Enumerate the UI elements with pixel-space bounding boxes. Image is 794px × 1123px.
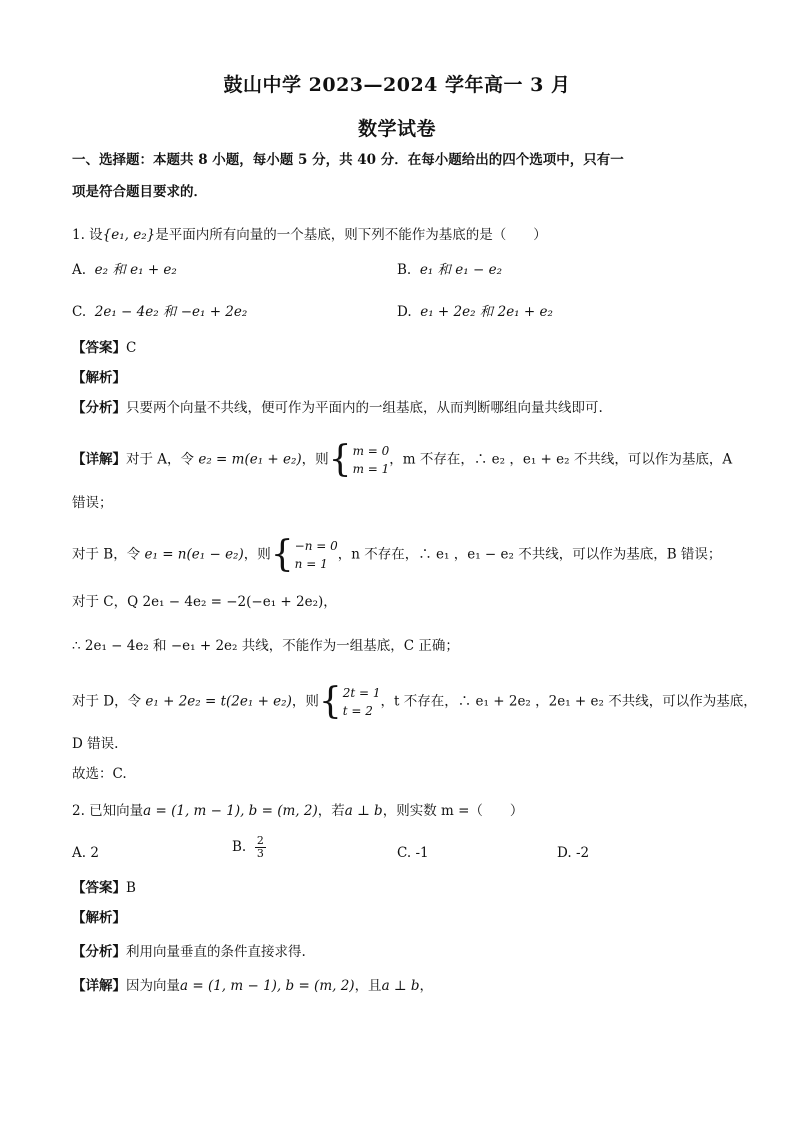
option-text: 2e₁ − 4e₂ 和 −e₁ + 2e₂	[94, 304, 248, 320]
q2-stem-vec: a = (1, m − 1), b = (m, 2)	[143, 803, 318, 819]
option-label: A.	[72, 262, 87, 278]
q2-stem-pre: 2. 已知向量	[72, 803, 144, 819]
detail-tag: 【详解】	[72, 978, 126, 994]
answer-value: B	[126, 880, 136, 896]
detail-a-then: ，则	[301, 451, 329, 468]
detail-a-post: ，m 不存在，∴ e₂ ，e₁ + e₂ 不共线，可以作为基底，A	[389, 451, 733, 468]
q1-conclusion: 故选：C.	[72, 766, 127, 782]
detail-mid: ，且	[354, 978, 382, 994]
option-text: -1	[415, 845, 429, 861]
sys-line: 2t = 1	[342, 686, 381, 700]
equation-system	[295, 537, 338, 573]
detail-pre: 因为向量	[126, 978, 180, 994]
option-label: B.	[232, 839, 247, 855]
q2-stem-cond: a ⊥ b	[344, 803, 383, 819]
section-heading-cont: 项是符合题目要求的．	[72, 184, 207, 200]
brace: {	[328, 439, 352, 480]
q1-stem	[72, 225, 547, 245]
detail-b-then: ，则	[243, 546, 271, 563]
q2-option-d[interactable]	[557, 843, 589, 863]
option-text: e₁ + 2e₂ 和 2e₁ + e₂	[420, 304, 553, 320]
q1-detail-c2: ∴ 2e₁ − 4e₂ 和 −e₁ + 2e₂ 共线，不能作为一组基底，C 正确；	[72, 638, 459, 654]
q2-stem-mid: ，若	[317, 803, 345, 819]
q1-stem-suffix: 是平面内所有向量的一个基底，则下列不能作为基底的是（ ）	[155, 227, 547, 243]
q1-option-a[interactable]	[72, 260, 177, 280]
q1-detail-a-cont: 错误；	[72, 495, 113, 511]
q1-fenxi	[72, 398, 603, 418]
option-label: B.	[397, 262, 412, 278]
detail-d-eq: e₁ + 2e₂ = t(2e₁ + e₂)	[145, 693, 292, 710]
q2-detail	[72, 976, 433, 996]
option-text: -2	[575, 845, 590, 861]
brace: {	[318, 681, 342, 722]
q2-answer	[72, 878, 136, 898]
option-label: D.	[557, 845, 572, 861]
detail-d-post: ，t 不存在，∴ e₁ + 2e₂ ，2e₁ + e₂ 不共线，可以作为基底，	[380, 693, 757, 710]
sys-line: −n = 0	[294, 539, 338, 553]
sys-line: n = 1	[294, 557, 328, 571]
detail-b-eq: e₁ = n(e₁ − e₂)	[144, 546, 244, 563]
detail-post: ，	[419, 978, 434, 994]
detail-d-pre: 对于 D，令	[72, 693, 142, 710]
answer-tag: 【答案】	[72, 340, 126, 356]
equation-system	[353, 442, 390, 478]
q1-stem-prefix: 1. 设	[72, 227, 103, 243]
option-label: A.	[72, 845, 87, 861]
sys-line: m = 0	[352, 444, 390, 458]
q1-detail-d	[72, 681, 757, 722]
detail-vec: a = (1, m − 1), b = (m, 2)	[180, 978, 355, 994]
option-label: C.	[72, 304, 87, 320]
answer-value: C	[126, 340, 137, 356]
sys-line: t = 2	[342, 704, 373, 718]
detail-d-then: ，则	[291, 693, 319, 710]
fraction-numerator: 2	[256, 834, 264, 847]
detail-a-pre: 对于 A，令	[126, 451, 195, 468]
q2-option-b[interactable]	[232, 835, 266, 860]
sys-line: m = 1	[352, 462, 390, 476]
q1-answer	[72, 338, 136, 358]
option-text: 2	[90, 845, 99, 861]
fenxi-tag: 【分析】	[72, 400, 126, 416]
brace: {	[270, 534, 294, 575]
section-heading: 一、选择题：本题共 8 小题，每小题 5 分，共 40 分．在每小题给出的四个选项中，只有一	[72, 152, 624, 168]
page-title: 鼓山中学 2023—2024 学年高一 3 月	[223, 74, 571, 96]
fenxi-text: 只要两个向量不共线，便可作为平面内的一组基底，从而判断哪组向量共线即可.	[126, 400, 603, 416]
detail-b-post: ，n 不存在，∴ e₁ ，e₁ − e₂ 不共线，可以作为基底，B 错误；	[337, 546, 722, 563]
option-label: D.	[397, 304, 412, 320]
fraction	[255, 835, 266, 860]
q1-basis: {e₁, e₂}	[102, 227, 156, 243]
detail-a-eq: e₂ = m(e₁ + e₂)	[198, 451, 302, 468]
detail-tag: 【详解】	[72, 451, 126, 468]
q1-detail-d-cont: D 错误.	[72, 736, 119, 752]
q2-fenxi	[72, 942, 306, 962]
option-text: e₂ 和 e₁ + e₂	[94, 262, 177, 278]
q1-option-b[interactable]	[397, 260, 502, 280]
q1-detail-c1: 对于 C，Q 2e₁ − 4e₂ = −2(−e₁ + 2e₂)，	[72, 594, 337, 610]
fenxi-text: 利用向量垂直的条件直接求得.	[126, 944, 306, 960]
detail-cond: a ⊥ b	[381, 978, 420, 994]
q1-detail-a	[72, 439, 733, 480]
q2-analysis-tag: 【解析】	[72, 910, 126, 926]
equation-system	[343, 684, 381, 720]
q2-stem	[72, 801, 523, 821]
q1-option-c[interactable]	[72, 302, 247, 322]
page-subtitle: 数学试卷	[357, 118, 436, 140]
answer-tag: 【答案】	[72, 880, 126, 896]
q1-detail-b	[72, 534, 722, 575]
q2-option-c[interactable]	[397, 843, 429, 863]
fraction-denominator: 3	[256, 847, 264, 860]
option-label: C.	[397, 845, 412, 861]
q1-analysis-tag: 【解析】	[72, 370, 126, 386]
q2-option-a[interactable]	[72, 843, 99, 863]
q1-option-d[interactable]	[397, 302, 553, 322]
fenxi-tag: 【分析】	[72, 944, 126, 960]
option-text: e₁ 和 e₁ − e₂	[419, 262, 502, 278]
detail-b-pre: 对于 B，令	[72, 546, 141, 563]
q2-stem-post: ，则实数 m =（ ）	[382, 803, 524, 819]
